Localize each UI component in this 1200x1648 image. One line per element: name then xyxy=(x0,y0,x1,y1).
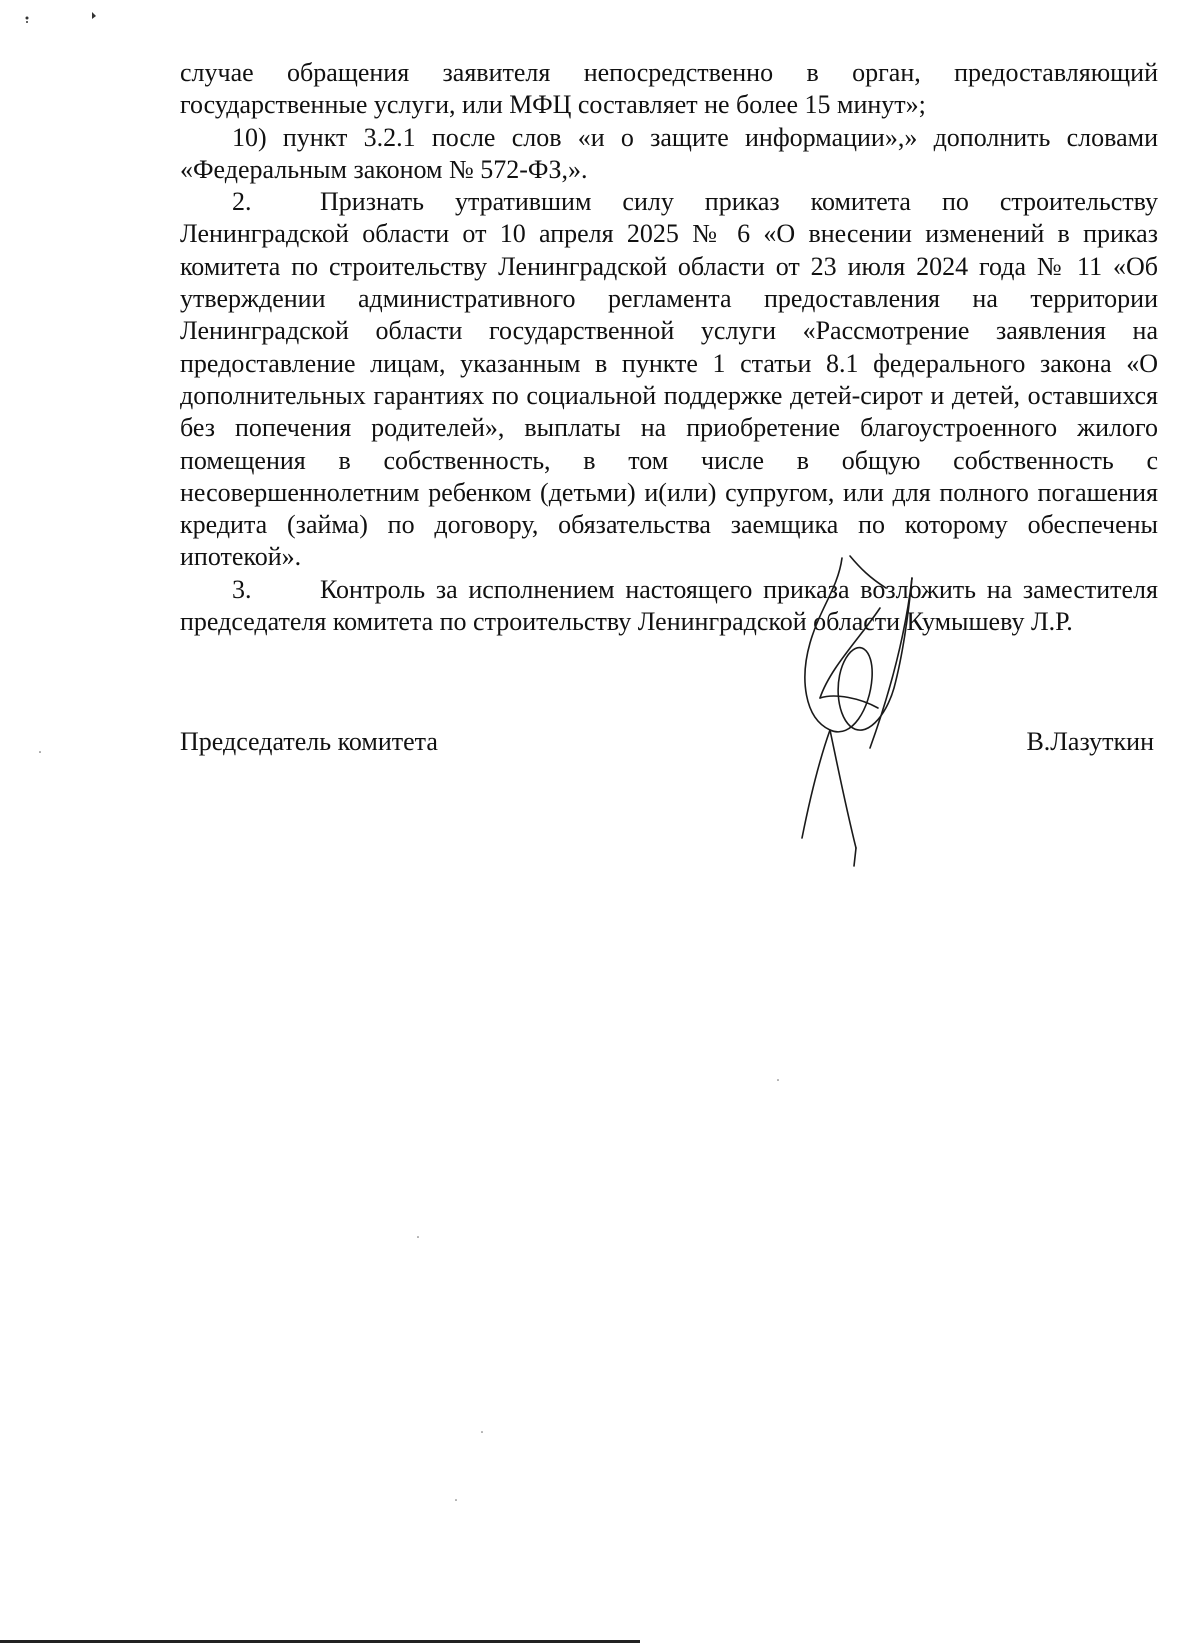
item-text: Контроль за исполнением настоящего приказа возложить на заместителя председателя комитета по строительству Ленинградской области Кумышеву Л.Р. xyxy=(180,574,1158,637)
signer-name: В.Лазуткин xyxy=(1026,727,1154,756)
paragraph-continuation: случае обращения заявителя непосредственно в орган, предоставляющий государственные услуги, или МФЦ составляет не более 15 минут»; xyxy=(180,58,1158,120)
paragraph-item-2 xyxy=(180,186,1158,574)
document-body xyxy=(180,57,1158,638)
item-text: Признать утратившим силу приказ комитета по строительству Ленинградской области от 10 апреля 2025 № 6 «О внесении изменений в приказ комитета по строительству Ленинградской области от 23 июля 2024 года № 11 «Об утверждении административного регламента предоставления на территории Ленинградской области государственной услуги «Рассмотрение заявления на предоставление лицам, указанным в пункте 1 статьи 8.1 федерального закона «О дополнительных гарантиях по социальной поддержке детей-сирот и детей, оставшихся без попечения родителей», выплаты на приобретение благоустроенного жилого помещения в собственность, в том числе в общую собственность с несовершеннолетним ребенком (детьми) и(или) супругом, или для полного погашения кредита (займа) по договору, обязательства заемщика по которому обеспечены ипотекой». xyxy=(180,187,1158,572)
signer-role: Председатель комитета xyxy=(180,727,438,756)
scan-edge-line xyxy=(0,1640,640,1643)
paragraph-item-10: 10) пункт 3.2.1 после слов «и о защите информации»,» дополнить словами «Федеральным законом № 572-ФЗ,». xyxy=(180,122,1158,184)
item-number: 2. xyxy=(232,187,252,217)
item-number: 3. xyxy=(232,574,252,604)
paragraph-item-3 xyxy=(180,574,1158,639)
handwritten-signature xyxy=(790,548,970,868)
